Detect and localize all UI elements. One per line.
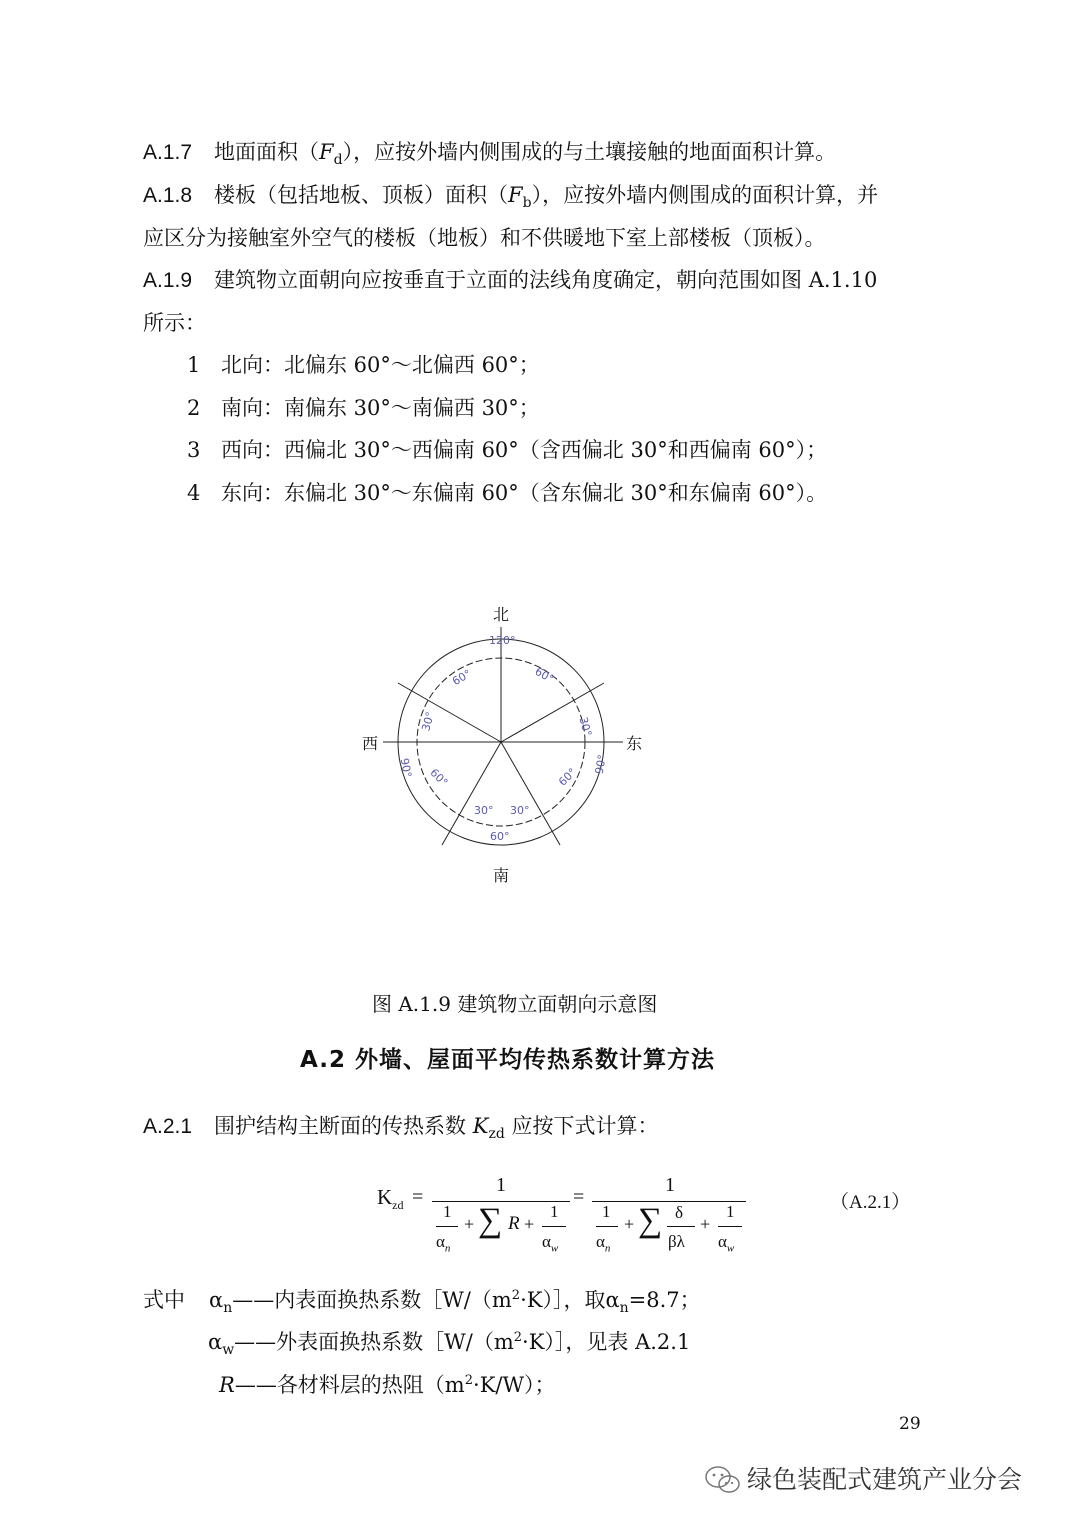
formula-numerator: 1 [496, 1174, 506, 1196]
formula-alpha-w: $\alpha_w$ [718, 1232, 735, 1255]
fraction-bar [667, 1226, 695, 1227]
angle-label-nw: 60° [450, 667, 474, 689]
formula-plus: + [624, 1214, 635, 1234]
angle-label-ne: 60° [532, 664, 556, 686]
direction-north: 北 [493, 605, 510, 624]
angle-label-top: 120° [489, 634, 516, 647]
clause-number: A.2.1 [143, 1115, 193, 1138]
list-item: 1 北向：北偏东 60°～北偏西 60°； [187, 353, 540, 377]
page-number: 29 [899, 1414, 921, 1434]
formula-alpha-n: $\alpha_n$ [436, 1232, 451, 1255]
formula-one: 1 [602, 1202, 611, 1221]
clause-number: A.1.7 [143, 141, 193, 164]
fraction-bar [718, 1226, 742, 1227]
formula-plus: + [700, 1214, 711, 1234]
formula-r: R [508, 1213, 520, 1234]
list-item: 2 南向：南偏东 30°～南偏西 30°； [187, 396, 540, 420]
formula-sum: ∑ [638, 1202, 663, 1239]
direction-east: 东 [626, 734, 643, 753]
fraction-bar [436, 1226, 458, 1227]
formula-alpha-w: $\alpha_w$ [542, 1232, 559, 1255]
section-title: A.2 外墙、屋面平均传热系数计算方法 [300, 1047, 715, 1073]
where-alpha-n: 式中 $\alpha_n——$内表面换热系数$[W/(m^2\cdot K)]$，取$\alpha_n=8.7$； [143, 1288, 701, 1317]
ray-sse [501, 742, 560, 845]
formula-lhs: $K_{zd}$ [377, 1185, 404, 1213]
formula-delta: δ [675, 1203, 684, 1222]
clause-a19: A.1.9 建筑物立面朝向应按垂直于立面的法线角度确定，朝向范围如图 A.1.10 [143, 268, 878, 292]
watermark-text: 绿色装配式建筑产业分会 [747, 1465, 1023, 1494]
angle-label-se60: 60° [556, 765, 580, 789]
formula-plus: + [524, 1214, 535, 1234]
angle-label-sw60: 60° [427, 766, 451, 790]
fraction-bar [542, 1226, 566, 1227]
wechat-icon [703, 1464, 743, 1496]
clause-number: A.1.9 [143, 269, 193, 292]
formula-alpha-n: $\alpha_n$ [596, 1232, 611, 1255]
angle-label-w30: 30° [419, 710, 437, 733]
formula-eq: = [412, 1186, 424, 1208]
fraction-bar [596, 1226, 618, 1227]
formula-eq: = [573, 1186, 585, 1208]
clause-a19-line2: 所示： [143, 311, 206, 335]
clause-a17: A.1.7 地面面积$(F_d)$，应按外墙内侧围成的与土壤接触的地面面积计算。 [143, 140, 837, 169]
angle-label-e30: 30° [576, 715, 595, 738]
clause-a18-line2: 应区分为接触室外空气的楼板（地板）和不供暖地下室上部楼板（顶板）。 [143, 226, 826, 250]
angle-label-e90: 90° [592, 753, 609, 776]
figure-caption: 图 A.1.9 建筑物立面朝向示意图 [372, 992, 658, 1016]
angle-label-s60: 60° [490, 830, 510, 843]
formula-one: 1 [726, 1202, 735, 1221]
formula-label: （A.2.1） [830, 1192, 911, 1213]
clause-a21: A.2.1 围护结构主断面的传热系数 $K_{zd}$ 应按下式计算： [143, 1114, 659, 1143]
fraction-bar [592, 1201, 746, 1202]
list-item: 3 西向：西偏北 30°～西偏南 60°（含西偏北 30°和西偏南 60°）； [187, 438, 828, 462]
direction-west: 西 [362, 734, 379, 753]
angle-label-s30-right: 30° [510, 804, 530, 817]
ray-nw [398, 683, 501, 742]
clause-a18: A.1.8 楼板（包括地板、顶板）面积$(F_b)$，应按外墙内侧围成的面积计算，并 [143, 183, 879, 212]
where-prefix: 式中 [143, 1288, 185, 1312]
formula-sum: ∑ [478, 1202, 503, 1239]
clause-number: A.1.8 [143, 184, 193, 207]
formula-plus: + [464, 1214, 475, 1234]
formula-numerator: 1 [665, 1174, 675, 1196]
where-alpha-w: $\alpha_w——$外表面换热系数$[W/(m^2\cdot K)]$，见表 A.2.1 [208, 1330, 691, 1359]
angle-label-s30-left: 30° [474, 804, 494, 817]
where-r: R——各材料层的热阻$(m^2\cdot K/W)$； [219, 1373, 556, 1397]
angle-label-w90: 90° [397, 757, 414, 779]
formula-one: 1 [550, 1202, 559, 1221]
list-item: 4 东向：东偏北 30°～东偏南 60°（含东偏北 30°和东偏南 60°）。 [187, 481, 828, 505]
formula-beta-lambda: βλ [668, 1232, 685, 1251]
direction-south: 南 [493, 866, 510, 885]
formula-one: 1 [443, 1202, 452, 1221]
